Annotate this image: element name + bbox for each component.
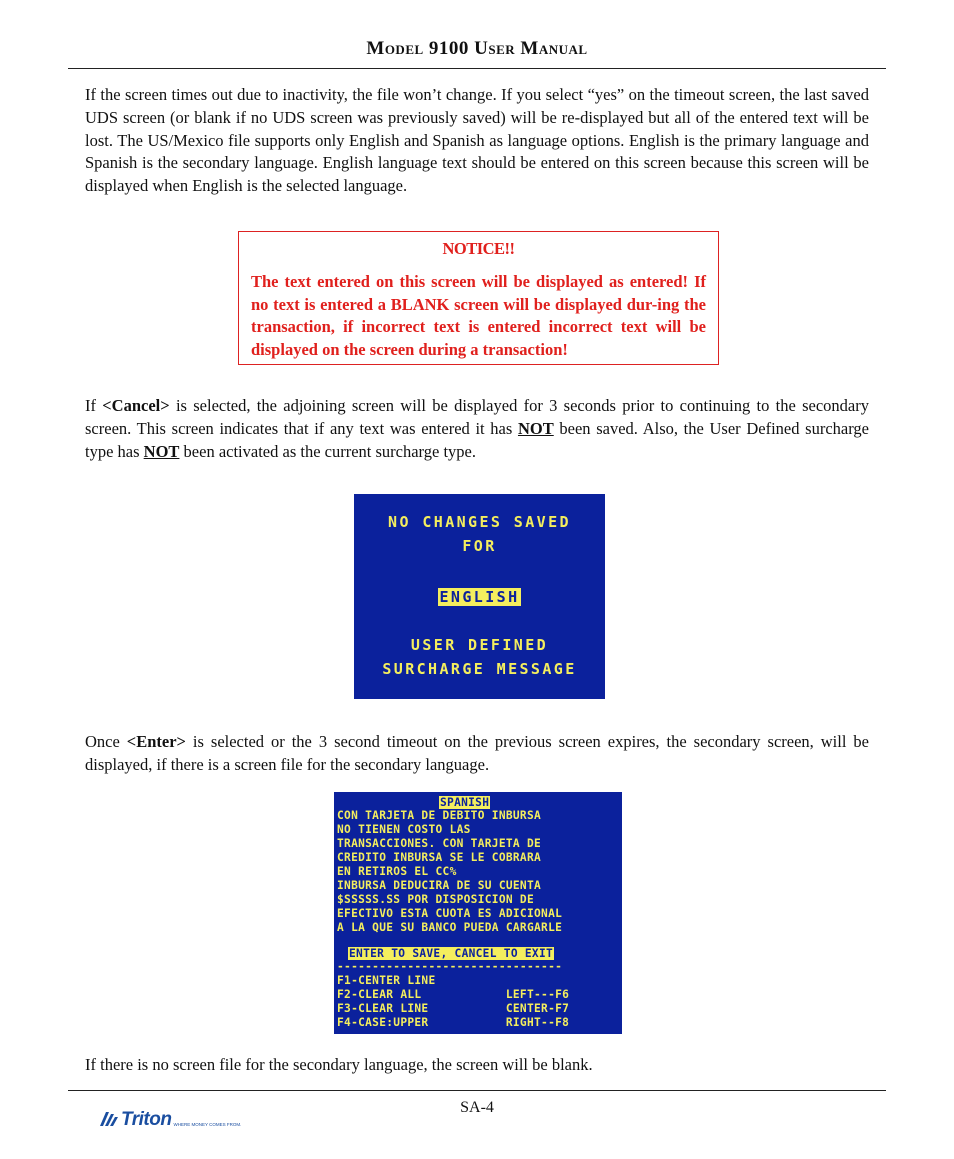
- screen-action-line: [348, 947, 554, 960]
- page-number: SA-4: [460, 1099, 494, 1116]
- text-span: Once: [85, 732, 127, 751]
- function-key-line: F2-CLEAR ALL LEFT---F6: [337, 988, 570, 1001]
- screen-text-line: A LA QUE SU BANCO PUEDA CARGARLE: [337, 921, 563, 934]
- screen-line: FOR: [462, 537, 497, 555]
- paragraph-cancel: [85, 395, 869, 463]
- screen-text-line: EN RETIROS EL CC%: [337, 865, 457, 878]
- spanish-highlight: SPANISH: [440, 796, 490, 809]
- spanish-editor-screen: [334, 792, 622, 1034]
- header-rule: [68, 68, 886, 69]
- save-cancel-highlight: ENTER TO SAVE, CANCEL TO EXIT: [349, 947, 554, 960]
- screen-divider: --------------------------------: [337, 960, 563, 973]
- screen-text-line: EFECTIVO ESTA CUOTA ES ADICIONAL: [337, 907, 563, 920]
- screen-line: SURCHARGE MESSAGE: [382, 660, 577, 678]
- paragraph-enter: [85, 731, 869, 777]
- footer-rule: [68, 1090, 886, 1091]
- cancel-key-label: <Cancel>: [102, 396, 170, 415]
- text-span: been activated as the current surcharge type.: [179, 441, 476, 461]
- function-key-line: F1-CENTER LINE: [337, 974, 436, 987]
- screen-header: [439, 796, 490, 809]
- not-emphasis: NOT: [143, 441, 180, 461]
- page-header-title: Model 9100 User Manual: [366, 38, 588, 59]
- screen-line: NO CHANGES SAVED: [388, 513, 571, 531]
- no-changes-saved-screen: [354, 494, 605, 699]
- screen-text-line: INBURSA DEDUCIRA DE SU CUENTA: [337, 879, 542, 892]
- not-emphasis: NOT: [517, 418, 554, 438]
- notice-box: [238, 231, 719, 365]
- text-span: is selected, the adjoining screen will be displayed for 3 seconds prior to continuing to the secondary screen. This screen indicates that if any text was entered it has: [85, 396, 869, 438]
- language-highlight: ENGLISH: [439, 588, 520, 606]
- text-span: If: [85, 396, 103, 415]
- screen-text-line: $SSSSS.SS POR DISPOSICION DE: [337, 893, 534, 906]
- function-key-line: F3-CLEAR LINE CENTER-F7: [337, 1002, 570, 1015]
- function-key-line: F4-CASE:UPPER RIGHT--F8: [337, 1016, 570, 1029]
- enter-key-label: <Enter>: [126, 732, 186, 751]
- screen-line: USER DEFINED: [410, 636, 549, 654]
- notice-title: NOTICE!!: [442, 239, 515, 258]
- paragraph-timeout: If the screen times out due to inactivity, the file won’t change. If you select “yes” on the timeout screen, the last saved UDS screen (or blank if no UDS screen was previously saved) will be re-displayed but all of the entered text will be lost. The US/Mexico file supports only English and Spanish as language options. English is the primary language and Spanish is the secondary language. English language text should be entered on this screen because this screen will be displayed when English is the selected language.: [85, 85, 869, 196]
- screen-text-line: TRANSACCIONES. CON TARJETA DE: [337, 837, 542, 850]
- screen-line-language: [354, 588, 605, 606]
- screen-text-line: CON TARJETA DE DEBITO INBURSA: [337, 809, 542, 822]
- logo-tagline: WHERE MONEY COMES FROM.: [173, 1121, 242, 1127]
- text-span: been saved. Also, the User Defined surcharge type has: [85, 418, 869, 461]
- logo-wordmark: Triton: [121, 1109, 172, 1130]
- notice-body: The text entered on this screen will be displayed as entered! If no text is entered a BLANK screen will be displayed dur-ing the transaction, if incorrect text is entered incorrect text will be displayed on the screen during a transaction!: [251, 271, 706, 360]
- triton-logo: [98, 1108, 241, 1132]
- screen-text-line: CREDITO INBURSA SE LE COBRARA: [337, 851, 542, 864]
- paragraph-blank-screen: If there is no screen file for the secondary language, the screen will be blank.: [85, 1055, 593, 1074]
- triton-logo-mark-icon: [98, 1110, 120, 1130]
- screen-text-line: NO TIENEN COSTO LAS: [337, 823, 471, 836]
- text-span: is selected or the 3 second timeout on the previous screen expires, the secondary screen, will be displayed, if there is a screen file for the secondary language.: [85, 732, 869, 774]
